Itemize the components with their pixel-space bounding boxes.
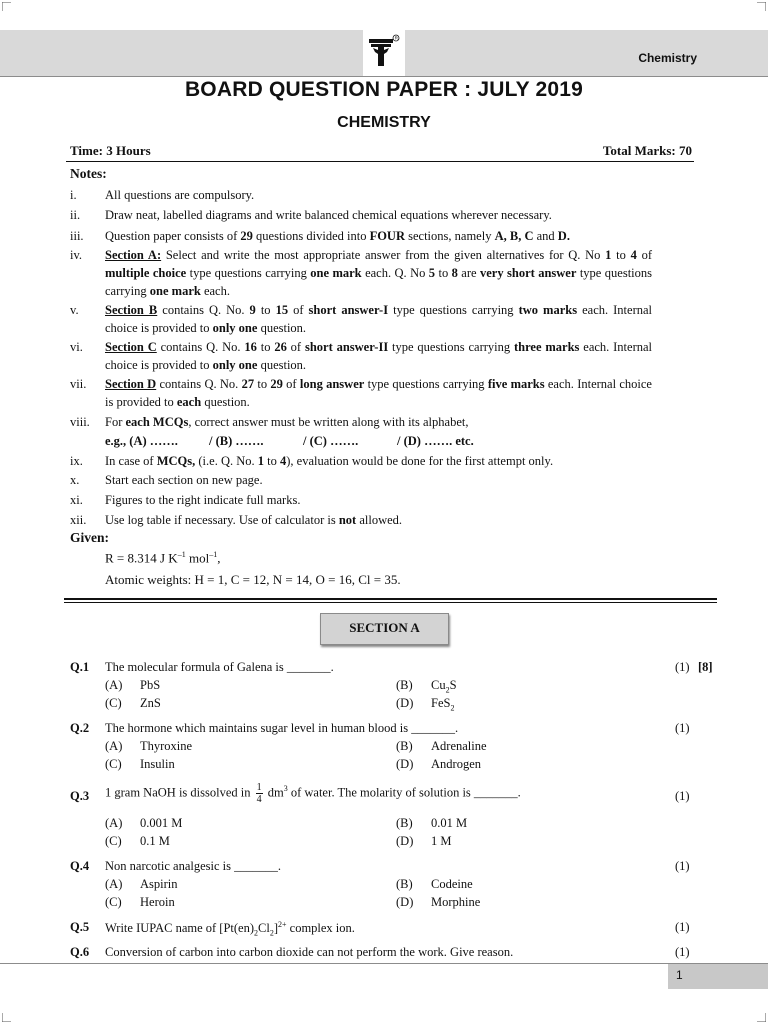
section-divider-thin — [64, 602, 717, 603]
option-d: (D) FeS$_2$ — [396, 696, 455, 713]
note-item: ix. In case of MCQs, (i.e. Q. No. 1 to 4), evaluation would be done for the first attempt only. — [70, 454, 554, 468]
option-a: (A) Aspirin — [105, 877, 178, 891]
note-item: ii. Draw neat, labelled diagrams and write balanced chemical equations wherever necessary. — [70, 208, 552, 222]
total-marks-label: Total Marks: 70 — [602, 143, 692, 158]
option-b: (B) $Cu_2S$ — [396, 678, 457, 695]
option-a: (A) Thyroxine — [105, 739, 193, 753]
crop-mark-icon — [756, 2, 766, 12]
notes-heading: Notes: — [70, 166, 107, 181]
section-a-banner: SECTION A — [320, 613, 449, 645]
given-heading: Given: — [70, 530, 109, 545]
crop-mark-icon — [2, 2, 12, 12]
svg-text:R: R — [394, 35, 398, 41]
atomic-weights: Atomic weights: H = 1, C = 12, N = 14, O = 16, Cl = 35. — [105, 572, 401, 587]
time-marks-row — [66, 143, 694, 162]
note-item: iii. Question paper consists of 29 questions divided into FOUR sections, namely A, B, C and D. — [70, 229, 570, 243]
page-number: 1 — [676, 968, 683, 982]
header-subject: Chemistry — [638, 51, 697, 65]
option-a: (A) 0.001 M — [105, 816, 183, 830]
page-number-box — [668, 964, 768, 989]
target-publications-logo-icon — [363, 30, 405, 76]
section-divider — [64, 598, 717, 600]
crop-mark-icon — [756, 1012, 766, 1022]
note-item: xii. Use log table if necessary. Use of calculator is not allowed. — [70, 513, 403, 527]
note-item: x. Start each section on new page. — [70, 473, 263, 487]
option-d: (D) 1 M — [396, 834, 452, 848]
paper-title: BOARD QUESTION PAPER : JULY 2019 — [184, 78, 584, 101]
header-divider — [0, 76, 768, 77]
mcq-format-example: e.g., (A) ……. / (B) ……. / (C) ……. / (D) ……. etc. — [105, 434, 474, 448]
note-item: vii. Section D contains Q. No. 27 to 29 of long answer type questions carrying five marks each. Internal choice is provided to each question. — [70, 377, 652, 409]
note-item: v. Section B contains Q. No. 9 to 15 of short answer-I type questions carrying two marks each. Internal choice is provided to only one question. — [70, 303, 653, 335]
option-d: (D) Morphine — [396, 895, 481, 909]
note-item: viii. For each MCQs, correct answer must be written along with its alphabet, — [70, 415, 469, 429]
option-c: (C) ZnS — [105, 696, 161, 710]
fraction: $\frac{1}{4}$ — [256, 782, 262, 805]
note-item: iv. Section A: Select and write the most appropriate answer from the given alternatives for Q. No 1 to 4 of multiple choice type questions carrying one mark each. Q. No 5 to 8 are very short answer type questions carrying one mark each. — [70, 248, 652, 298]
option-b: (B) Codeine — [396, 877, 473, 891]
option-c: (C) 0.1 M — [105, 834, 170, 848]
note-item: xi. Figures to the right indicate full marks. — [70, 493, 301, 507]
footer-divider — [0, 963, 768, 964]
option-c: (C) Insulin — [105, 757, 175, 771]
paper-subtitle: CHEMISTRY — [337, 114, 431, 131]
option-b: (B) 0.01 M — [396, 816, 468, 830]
crop-mark-icon — [2, 1012, 12, 1022]
option-c: (C) Heroin — [105, 895, 175, 909]
option-b: (B) Adrenaline — [396, 739, 487, 753]
note-item: vi. Section C contains Q. No. 16 to 26 of short answer-II type questions carrying three marks each. Internal choice is provided to only one question. — [70, 340, 653, 372]
option-a: (A) PbS — [105, 678, 161, 692]
time-label: Time: 3 Hours — [70, 143, 151, 158]
option-d: (D) Androgen — [396, 757, 481, 771]
note-item: i. All questions are compulsory. — [70, 188, 255, 202]
gas-constant: R = 8.314 J $K^{-1}$ mol$^{-1}$, — [105, 550, 221, 566]
